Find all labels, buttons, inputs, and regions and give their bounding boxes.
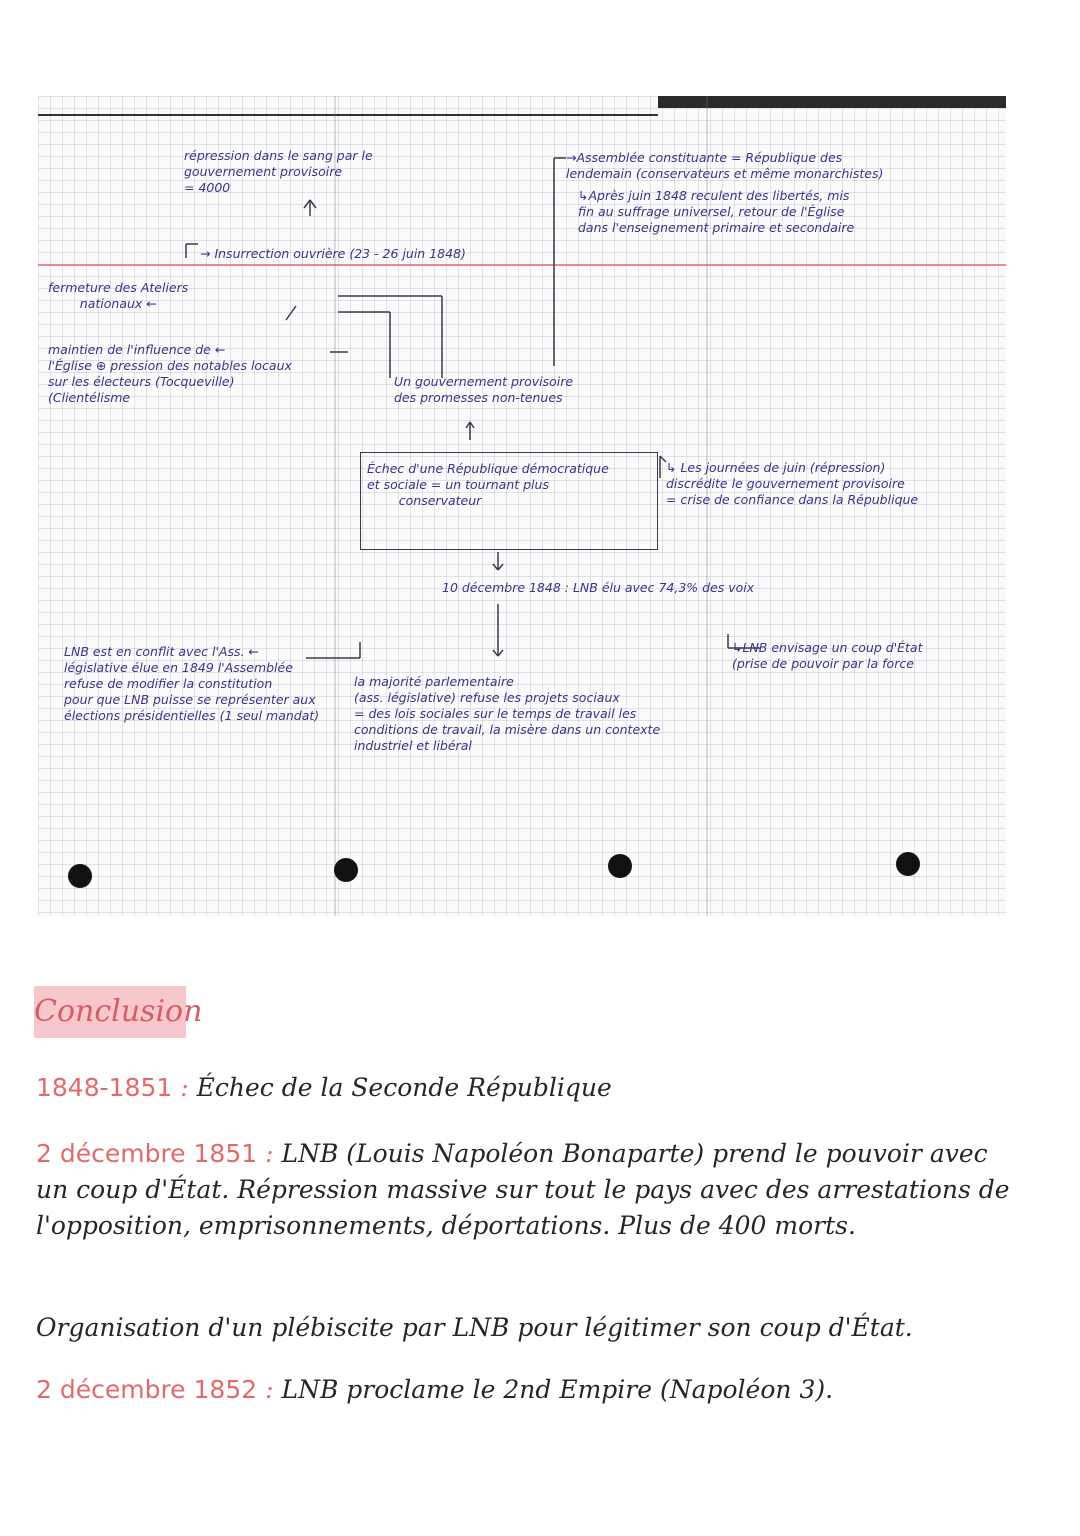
item-separator: : [172,1073,197,1102]
conclusion-item [36,1310,1026,1346]
item-date: 2 décembre 1851 [36,1139,258,1168]
note-majorite-parlementaire: la majorité parlementaire (ass. législative) refuse les projets sociaux = des lois sociales sur le temps de travail les conditions de travail, la misère dans un contexte industriel et libéral [354,674,661,753]
binder-hole [896,852,920,876]
conclusion-item [36,1070,1026,1106]
binder-hole [68,864,92,888]
note-fermeture-ateliers: fermeture des Ateliers nationaux ← [48,280,189,311]
item-date: 1848-1851 [36,1073,173,1102]
note-10-decembre-1848: 10 décembre 1848 : LNB élu avec 74,3% des voix [442,580,755,595]
note-gouvernement-provisoire: Un gouvernement provisoire des promesses non-tenues [394,374,574,405]
note-echec-republique: Échec d'une République démocratique et sociale = un tournant plus conservateur [367,461,609,508]
note-maintien-influence: maintien de l'influence de ← l'Église ⊕ pression des notables locaux sur les électeurs (Tocqueville) (Clientélisme [48,342,292,405]
conclusion-item [36,1372,1026,1408]
note-assemblee-constituante: →Assemblée constituante = République des lendemain (conservateurs et même monarchistes) [566,150,884,181]
note-insurrection: → Insurrection ouvrière (23 - 26 juin 1848) [200,246,466,261]
item-text: Échec de la Seconde République [196,1073,612,1102]
conclusion-heading: Conclusion [34,986,186,1038]
item-text: Organisation d'un plébiscite par LNB pour légitimer son coup d'État. [36,1313,913,1342]
note-conflit-assemblee: LNB est en conflit avec l'Ass. ← législative élue en 1849 l'Assemblée refuse de modifier la constitution pour que LNB puisse se représenter aux élections présidentielles (1 seul mandat) [64,644,320,723]
echec-republique-box [360,452,658,550]
handwritten-notes-photo [38,96,1006,916]
item-separator: : [257,1139,282,1168]
item-separator: : [257,1375,282,1404]
note-coup-etat: ↳LNB envisage un coup d'État (prise de pouvoir par la force [732,640,923,671]
binder-hole [608,854,632,878]
note-apres-juin: ↳Après juin 1848 reculent des libertés, mis fin au suffrage universel, retour de l'Église dans l'enseignement primaire et secondaire [578,188,855,235]
item-date: 2 décembre 1852 [36,1375,258,1404]
item-text: LNB (Louis Napoléon Bonaparte) prend le pouvoir avec un coup d'État. Répression massive sur tout le pays avec des arrestations de l'opposition, emprisonnements, déportations. Plus de 400 morts. [36,1139,1010,1240]
item-text: LNB proclame le 2nd Empire (Napoléon 3). [281,1375,834,1404]
conclusion-item [36,1136,1026,1244]
note-journees-juin: ↳ Les journées de juin (répression) discrédite le gouvernement provisoire = crise de confiance dans la République [666,460,919,507]
binder-hole [334,858,358,882]
note-repression: répression dans le sang par le gouvernement provisoire = 4000 [184,148,373,195]
